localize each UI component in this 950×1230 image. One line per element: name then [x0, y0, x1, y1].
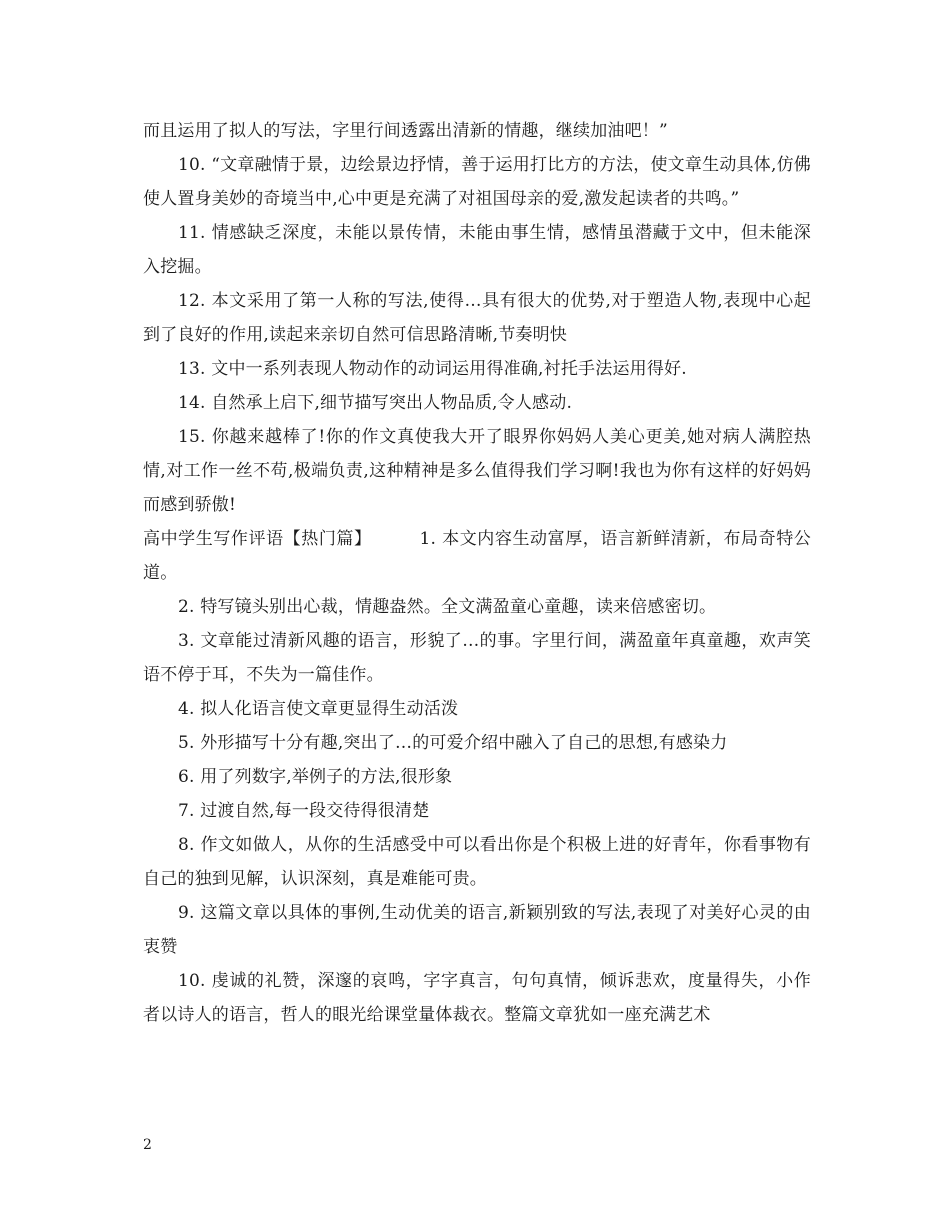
paragraph: 6. 用了列数字,举例子的方法,很形象: [178, 767, 453, 787]
paragraph: 15. 你越来越棒了!你的作文真使我大开了眼界你妈妈人美心更美,她对病人满腔热情,对工作一丝不苟,极端负责,这种精神是多么值得我们学习啊!我也为你有这样的好妈妈而感到骄傲!: [143, 427, 811, 515]
paragraph: 9. 这篇文章以具体的事例,生动优美的语言,新颖别致的写法,表现了对美好心灵的由衷赞: [143, 903, 811, 957]
paragraph: 2. 特写镜头别出心裁，情趣盎然。全文满盈童心童趣，读来倍感密切。: [178, 597, 717, 617]
paragraph: 10. 虔诚的礼赞，深邃的哀鸣，字字真言，句句真情，倾诉悲欢，度量得失，小作者以诗人的语言，哲人的眼光给课堂量体裁衣。整篇文章犹如一座充满艺术: [143, 971, 811, 1025]
paragraph: 4. 拟人化语言使文章更显得生动活泼: [178, 699, 459, 719]
paragraph: 13. 文中一系列表现人物动作的动词运用得准确,衬托手法运用得好.: [178, 359, 687, 379]
paragraph: 14. 自然承上启下,细节描写突出人物品质,令人感动.: [178, 393, 573, 413]
paragraph: 而且运用了拟人的写法，字里行间透露出清新的情趣，继续加油吧！”: [143, 121, 668, 141]
page-number: 2: [143, 1137, 152, 1153]
paragraph: 5. 外形描写十分有趣,突出了…的可爱介绍中融入了自己的思想,有感染力: [178, 733, 728, 753]
paragraph: 8. 作文如做人，从你的生活感受中可以看出你是个积极上进的好青年，你看事物有自己的独到见解，认识深刻，真是难能可贵。: [143, 835, 811, 889]
paragraph: 11. 情感缺乏深度，未能以景传情，未能由事生情，感情虽潜藏于文中，但未能深入挖掘。: [143, 223, 811, 277]
document-body: [143, 114, 811, 1032]
section-heading-paragraph: 高中学生写作评语【热门篇】 1. 本文内容生动富厚，语言新鲜清新，布局奇特公道。: [143, 529, 811, 583]
paragraph: 10. “文章融情于景，边绘景边抒情，善于运用打比方的方法，使文章生动具体,仿佛使人置身美妙的奇境当中,心中更是充满了对祖国母亲的爱,激发起读者的共鸣。”: [143, 155, 811, 209]
paragraph: 12. 本文采用了第一人称的写法,使得…具有很大的优势,对于塑造人物,表现中心起到了良好的作用,读起来亲切自然可信思路清晰,节奏明快: [143, 291, 811, 345]
paragraph: 7. 过渡自然,每一段交待得很清楚: [178, 801, 430, 821]
paragraph: 3. 文章能过清新风趣的语言，形貌了…的事。字里行间，满盈童年真童趣，欢声笑语不停于耳，不失为一篇佳作。: [143, 631, 811, 685]
